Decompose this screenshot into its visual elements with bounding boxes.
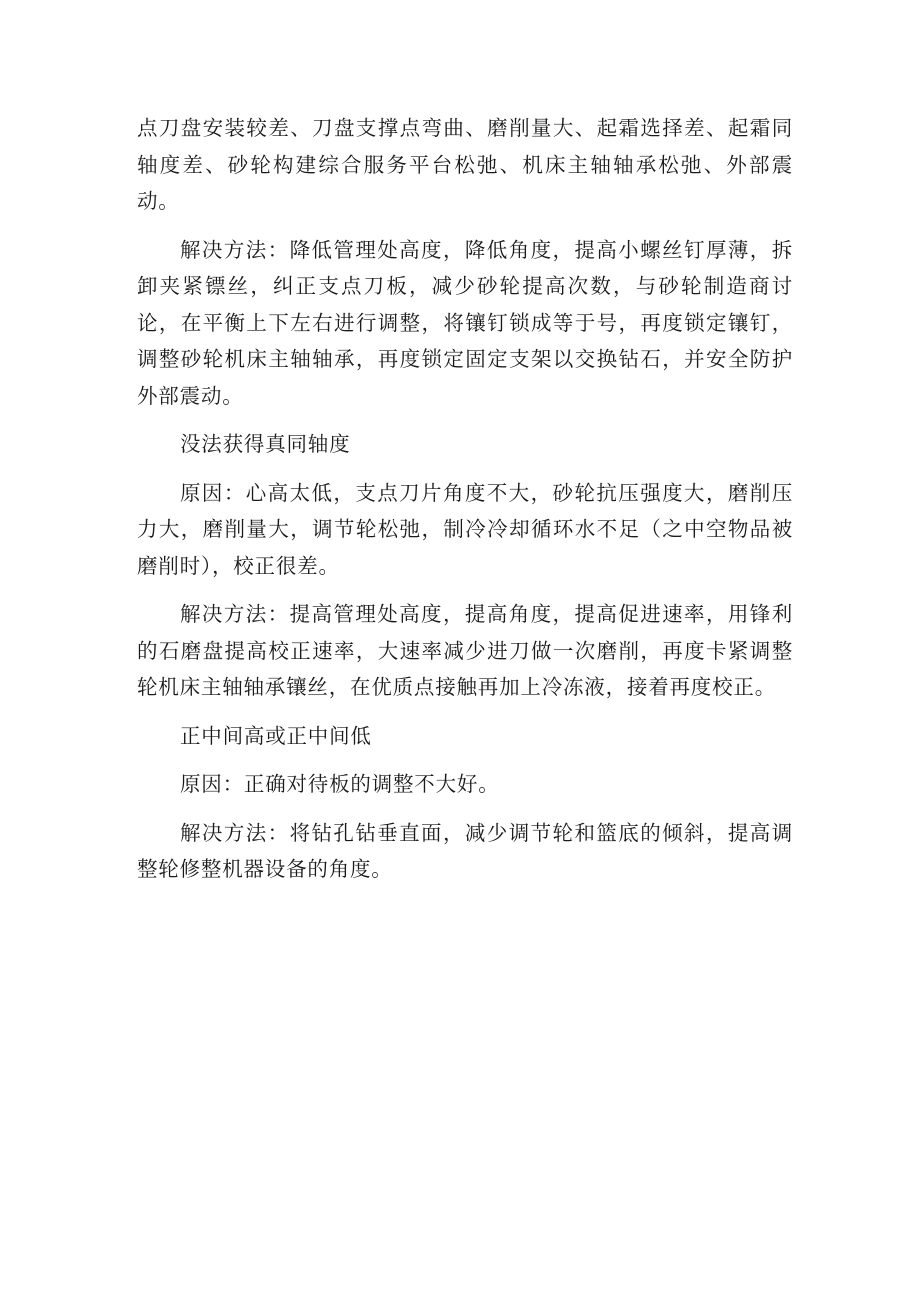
section-heading-coaxiality: 没法获得真同轴度 <box>180 432 351 456</box>
paragraph-cause-3: 原因：正确对待板的调整不大好。 <box>180 772 500 796</box>
section-heading-middle-high-low: 正中间高或正中间低 <box>180 723 372 748</box>
paragraph-cause-2: 原因：心高太低，支点刀片角度不大，砂轮抗压强度大，磨削压力大，磨削量大，调节轮松弛，制冷冷却循环水不足（之中空物品被磨削时），校正很差。 <box>137 480 793 578</box>
document-body <box>137 110 793 900</box>
paragraph-continuation: 点刀盘安装较差、刀盘支撑点弯曲、磨削量大、起霜选择差、起霜同轴度差、砂轮构建综合服务平台松弛、机床主轴轴承松弛、外部震动。 <box>137 116 793 213</box>
paragraph-solution-2: 解决方法：提高管理处高度，提高角度，提高促进速率，用锋利的石磨盘提高校正速率，大速率减少进刀做一次磨削，再度卡紧调整轮机床主轴轴承镶丝，在优质点接触再加上冷冻液，接着再度校正。 <box>137 602 793 699</box>
paragraph-solution-3: 解决方法：将钻孔钻垂直面，减少调节轮和篮底的倾斜，提高调整轮修整机器设备的角度。 <box>137 820 793 881</box>
paragraph-solution-1: 解决方法：降低管理处高度，降低角度，提高小螺丝钉厚薄，拆卸夹紧镖丝，纠正支点刀板，减少砂轮提高次数，与砂轮制造商讨论，在平衡上下左右进行调整，将镶钉锁成等于号，再度锁定镶钉，调整砂轮机床主轴轴承，再度锁定固定支架以交换钻石，并安全防护外部震动。 <box>137 237 793 408</box>
